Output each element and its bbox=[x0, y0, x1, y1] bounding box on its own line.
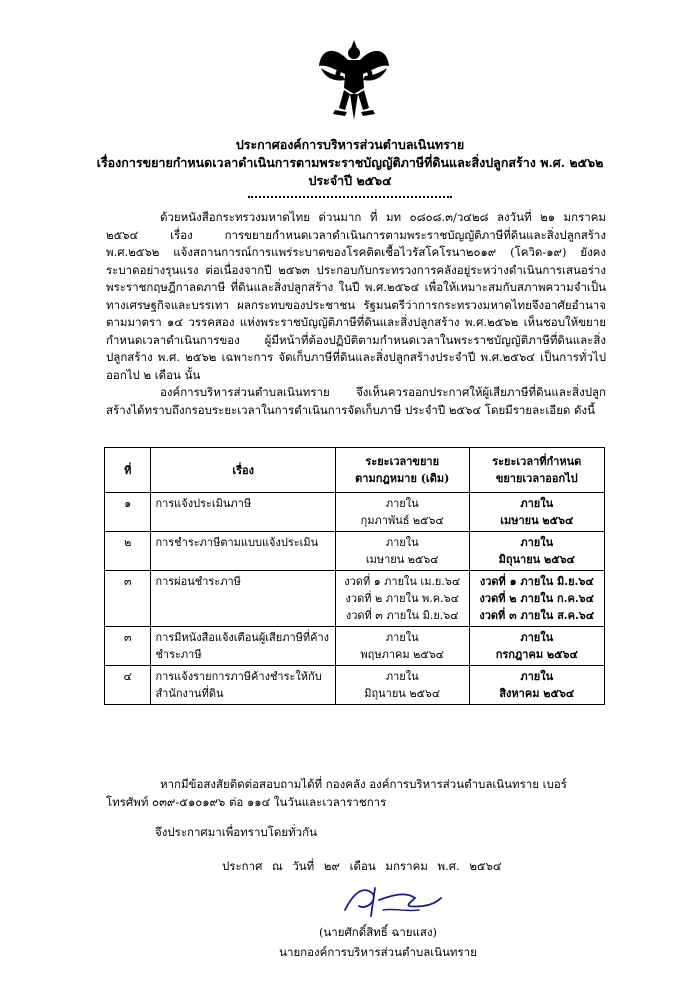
old-line: ภายใน bbox=[385, 631, 419, 644]
header-topic: เรื่อง bbox=[151, 448, 336, 493]
new-line: เมษายน ๒๕๖๔ bbox=[500, 514, 574, 527]
table-header-row bbox=[105, 448, 605, 493]
new-line: งวดที่ ๓ ภายใน ส.ค.๖๔ bbox=[479, 609, 595, 622]
announcement-line: จึงประกาศมาเพื่อทราบโดยทั่วกัน bbox=[155, 825, 317, 839]
garuda-emblem-icon bbox=[317, 38, 391, 122]
table-row bbox=[105, 571, 605, 627]
new-line: ภายใน bbox=[520, 670, 554, 683]
notice-subject: เรื่องการขยายกำหนดเวลาดำเนินการตามพระราชบัญญัติภาษีที่ดินและสิ่งปลูกสร้าง พ.ศ. ๒๕๖๒ bbox=[96, 155, 604, 170]
header-old-deadline bbox=[335, 448, 469, 493]
row-topic: การผ่อนชำระภาษี bbox=[151, 571, 336, 627]
signer-position: นายกองค์การบริหารส่วนตำบลเนินทราย bbox=[279, 945, 477, 959]
header-new-deadline bbox=[469, 448, 605, 493]
table-row bbox=[105, 666, 605, 705]
row-no: ๔ bbox=[105, 666, 151, 705]
body-paragraph-1: ด้วยหนังสือกระทรวงมหาดไทย ด่วนมาก ที่ มท ๐๘๐๘.๓/ว๔๒๘ ลงวันที่ ๒๑ มกราคม ๒๕๖๔ เรื่อง การขยายกำหนดเวลาดำเนินการตามพระราชบัญญัติภาษีที่ดินและสิ่งปลูกสร้าง พ.ศ.๒๕๖๒ แจ้งสถานการณ์การแพร่ระบาดของโรคติดเชื้อไวรัสโคโรนา๒๐๑๙ (โควิด-๑๙) ยังคงระบาดอย่างรุนแรง ต่อเนื่องจากปี ๒๕๖๓ ประกอบกับกระทรวงการคลังอยู่ระหว่างดำเนินการเสนอร่างพระราชกฤษฎีกาลดภาษี ที่ดินและสิ่งปลูกสร้าง ในปี พ.ศ.๒๕๖๔ เพื่อให้เหมาะสมกับสภาพความจำเป็นทางเศรษฐกิจและบรรเทา ผลกระทบของประชาชน รัฐมนตรีว่าการกระทรวงมหาดไทยจึงอาศัยอำนาจตามมาตรา ๑๔ วรรคสอง แห่งพระราชบัญญัติภาษีที่ดินและสิ่งปลูกสร้าง พ.ศ.๒๕๖๒ เห็นชอบให้ขยายกำหนดเวลาดำเนินการของ ผู้มีหน้าที่ต้องปฏิบัติตามกำหนดเวลาในพระราชบัญญัติภาษีที่ดินและสิ่งปลูกสร้าง พ.ศ. ๒๕๖๒ เฉพาะการ จัดเก็บภาษีที่ดินและสิ่งปลูกสร้างประจำปี พ.ศ.๒๕๖๔ เป็นการทั่วไปออกไป ๒ เดือน นั้น bbox=[106, 210, 606, 382]
header-old-line2: ตามกฎหมาย (เดิม) bbox=[355, 472, 450, 485]
new-line: งวดที่ ๑ ภายใน มิ.ย.๖๔ bbox=[479, 575, 594, 588]
old-line: ภายใน bbox=[385, 670, 419, 683]
old-line: มิถุนายน ๒๕๖๔ bbox=[364, 687, 441, 700]
new-line: ภายใน bbox=[520, 497, 554, 510]
table-row bbox=[105, 532, 605, 571]
header-no: ที่ bbox=[105, 448, 151, 493]
row-old-deadline bbox=[335, 571, 469, 627]
old-line: กุมภาพันธ์ ๒๕๖๔ bbox=[360, 514, 444, 527]
row-topic: การมีหนังสือแจ้งเตือนผู้เสียภาษีที่ค้างชำระภาษี bbox=[151, 627, 336, 666]
body-paragraph-2: องค์การบริหารส่วนตำบลเนินทราย จึงเห็นควรออกประกาศให้ผู้เสียภาษีที่ดินและสิ่งปลูก สร้างได้ทราบถึงกรอบระยะเวลาในการดำเนินการจัดเก็บภาษี ประจำปี ๒๕๖๔ โดยมีรายละเอียด ดังนี้ bbox=[106, 385, 606, 417]
old-line: เมษายน ๒๕๖๔ bbox=[365, 553, 439, 566]
old-line: งวดที่ ๒ ภายใน พ.ค.๖๔ bbox=[345, 592, 459, 605]
row-old-deadline bbox=[335, 666, 469, 705]
new-line: งวดที่ ๒ ภายใน ก.ค.๖๔ bbox=[479, 592, 594, 605]
row-new-deadline bbox=[469, 571, 605, 627]
date-line: ประกาศ ณ วันที่ ๒๙ เดือน มกราคม พ.ศ. ๒๕๖๔ bbox=[222, 859, 502, 873]
notice-title: ประกาศองค์การบริหารส่วนตำบลเนินทราย bbox=[235, 137, 465, 152]
old-line: ภายใน bbox=[385, 497, 419, 510]
header-new-line1: ระยะเวลาที่กำหนด bbox=[492, 455, 582, 468]
old-line: ภายใน bbox=[385, 536, 419, 549]
schedule-table bbox=[104, 447, 605, 705]
row-no: ๓ bbox=[105, 571, 151, 627]
table-row bbox=[105, 493, 605, 532]
row-no: ๑ bbox=[105, 493, 151, 532]
old-line: งวดที่ ๓ ภายใน มิ.ย.๖๔ bbox=[345, 609, 459, 622]
table-row bbox=[105, 627, 605, 666]
row-topic: การชำระภาษีตามแบบแจ้งประเมิน bbox=[151, 532, 336, 571]
new-line: ภายใน bbox=[520, 631, 554, 644]
row-old-deadline bbox=[335, 532, 469, 571]
new-line: กรกฎาคม ๒๕๖๔ bbox=[495, 648, 578, 661]
old-line: พฤษภาคม ๒๕๖๔ bbox=[360, 648, 445, 661]
contact-paragraph: หากมีข้อสงสัยติดต่อสอบถามได้ที่ กองคลัง องค์การบริหารส่วนตำบลเนินทราย เบอร์โทรศัพท์ ๐๓๙-๕๑๐๑๙๖ ต่อ ๑๑๔ ในวันและเวลาราชการ bbox=[106, 777, 567, 809]
row-topic: การแจ้งรายการภาษีค้างชำระให้กับสำนักงานที่ดิน bbox=[151, 666, 336, 705]
row-no: ๓ bbox=[105, 627, 151, 666]
row-new-deadline bbox=[469, 666, 605, 705]
signer-name: (นายศักดิ์สิทธิ์ ฉายแสง) bbox=[318, 925, 438, 939]
header-new-line2: ขยายเวลาออกไป bbox=[495, 472, 578, 485]
row-topic: การแจ้งประเมินภาษี bbox=[151, 493, 336, 532]
handwritten-signature-icon bbox=[335, 880, 445, 920]
header-old-line1: ระยะเวลาขยาย bbox=[365, 455, 440, 468]
notice-year: ประจำปี ๒๕๖๔ bbox=[308, 173, 392, 188]
row-new-deadline bbox=[469, 532, 605, 571]
new-line: ภายใน bbox=[520, 536, 554, 549]
row-new-deadline bbox=[469, 493, 605, 532]
row-no: ๒ bbox=[105, 532, 151, 571]
new-line: สิงหาคม ๒๕๖๔ bbox=[499, 687, 575, 700]
row-old-deadline bbox=[335, 493, 469, 532]
new-line: มิถุนายน ๒๕๖๔ bbox=[498, 553, 575, 566]
row-new-deadline bbox=[469, 627, 605, 666]
row-old-deadline bbox=[335, 627, 469, 666]
old-line: งวดที่ ๑ ภายใน เม.ย.๖๔ bbox=[344, 575, 461, 588]
dotted-divider bbox=[248, 196, 452, 198]
